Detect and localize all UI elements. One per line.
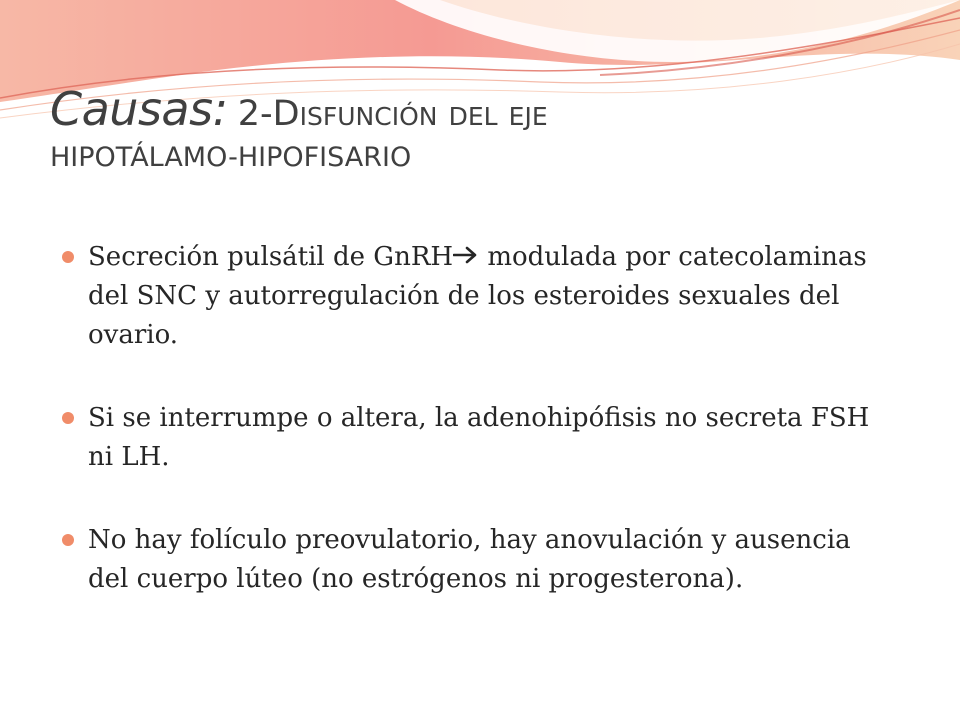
- bullet-list: [62, 238, 882, 643]
- title-italic-word: Causas:: [50, 82, 228, 136]
- bullet-1-text-before-arrow: Secreción pulsátil de GnRH: [88, 242, 454, 272]
- title-main-text: 2-Disfunción del eje: [237, 94, 548, 134]
- right-arrow-icon: [453, 246, 479, 264]
- bullet-item-3: [62, 521, 882, 599]
- slide-title: [50, 78, 930, 177]
- bullet-item-2: [62, 399, 882, 477]
- title-line-1: [50, 78, 930, 140]
- bullet-dot-icon: [62, 534, 74, 546]
- bullet-dot-icon: [62, 412, 74, 424]
- bullet-3-text: No hay folículo preovulatorio, hay anovulación y ausencia del cuerpo lúteo (no estrógenos ni progesterona).: [88, 525, 851, 594]
- bullet-dot-icon: [62, 251, 74, 263]
- bullet-1-text-after-arrow: modulada por catecolaminas del SNC y autorregulación de los esteroides sexuales del ovario.: [88, 242, 867, 350]
- bullet-2-text: Si se interrumpe o altera, la adenohipófisis no secreta FSH ni LH.: [88, 403, 870, 472]
- title-line-2: HIPOTÁLAMO-HIPOFISARIO: [50, 142, 412, 174]
- bullet-item-1: [62, 238, 882, 355]
